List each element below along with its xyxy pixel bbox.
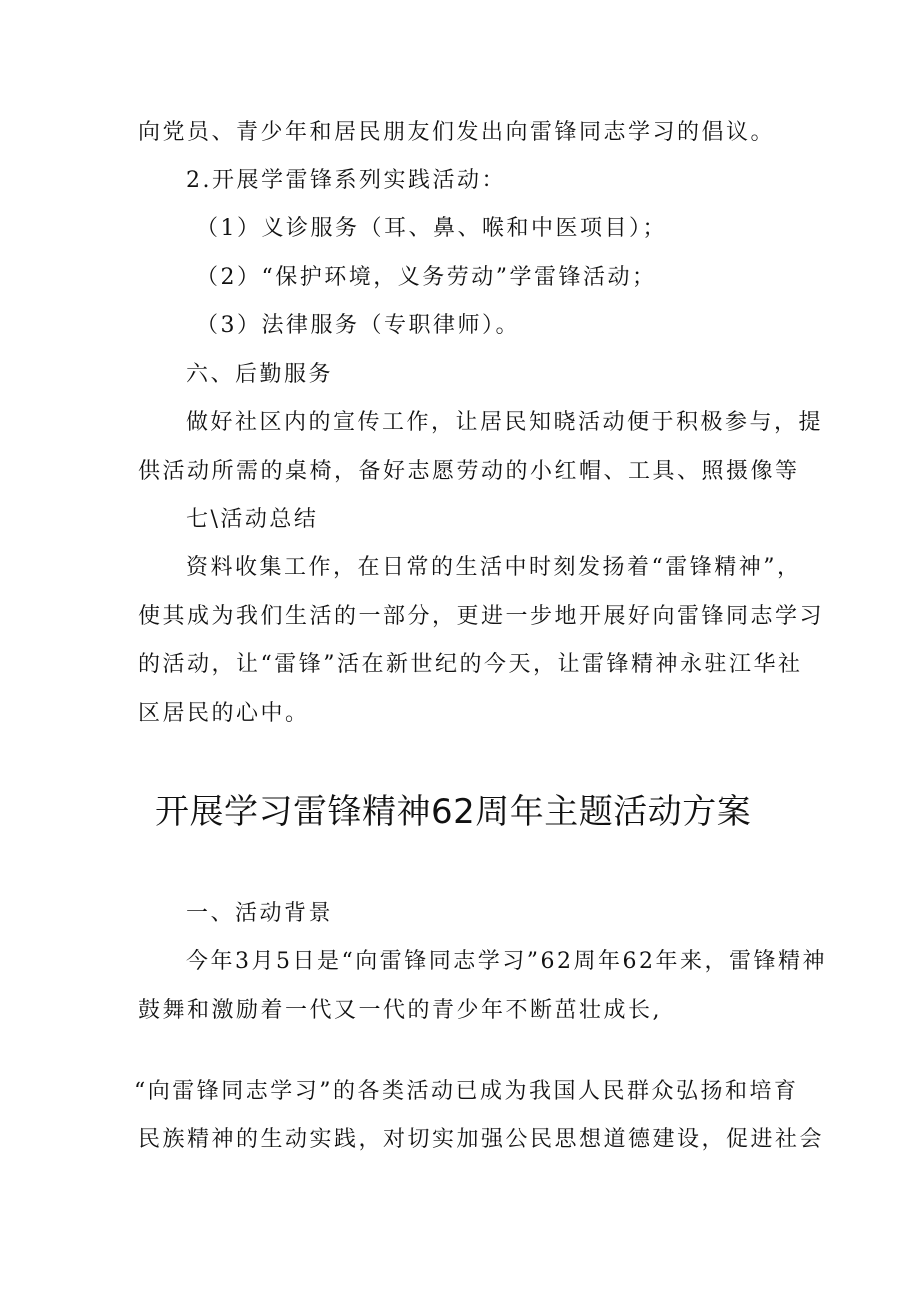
text-line-2: 2.开展学雷锋系列实践活动： bbox=[186, 168, 506, 193]
text-line-16: 鼓舞和激励着一代又一代的青少年不断茁壮成长, bbox=[138, 998, 662, 1023]
list-item-2: （2）“保护环境，义务劳动”学雷锋活动； bbox=[196, 265, 657, 290]
text-line-15: 今年3月5日是“向雷锋同志学习”62周年62年来，雷锋精神 bbox=[186, 949, 827, 974]
document-title: 开展学习雷锋精神62周年主题活动方案 bbox=[155, 792, 752, 832]
section-heading-7: 七\活动总结 bbox=[186, 507, 319, 532]
text-line-12: 的活动，让“雷锋”活在新世纪的今天，让雷锋精神永驻江华社 bbox=[138, 652, 803, 677]
text-line-10: 资料收集工作，在日常的生活中时刻发扬着“雷锋精神”， bbox=[186, 555, 802, 580]
text-line-7: 做好社区内的宣传工作，让居民知晓活动便于积极参与，提 bbox=[186, 410, 824, 435]
text-line-17: “向雷锋同志学习”的各类活动已成为我国人民群众弘扬和培育 bbox=[134, 1079, 799, 1104]
list-item-1: （1）义诊服务（耳、鼻、喉和中医项目）； bbox=[196, 216, 667, 241]
section-heading-6: 六、后勤服务 bbox=[186, 362, 334, 387]
text-line-11: 使其成为我们生活的一部分，更进一步地开展好向雷锋同志学习 bbox=[138, 604, 825, 629]
text-line-1: 向党员、青少年和居民朋友们发出向雷锋同志学习的倡议。 bbox=[138, 120, 776, 145]
list-item-3: （3）法律服务（专职律师）。 bbox=[196, 313, 520, 338]
text-line-8: 供活动所需的桌椅，备好志愿劳动的小红帽、工具、照摄像等 bbox=[138, 459, 800, 484]
text-line-18: 民族精神的生动实践，对切实加强公民思想道德建设，促进社会 bbox=[138, 1127, 825, 1152]
text-line-13: 区居民的心中。 bbox=[138, 701, 310, 726]
section-heading-1: 一、活动背景 bbox=[186, 901, 334, 926]
